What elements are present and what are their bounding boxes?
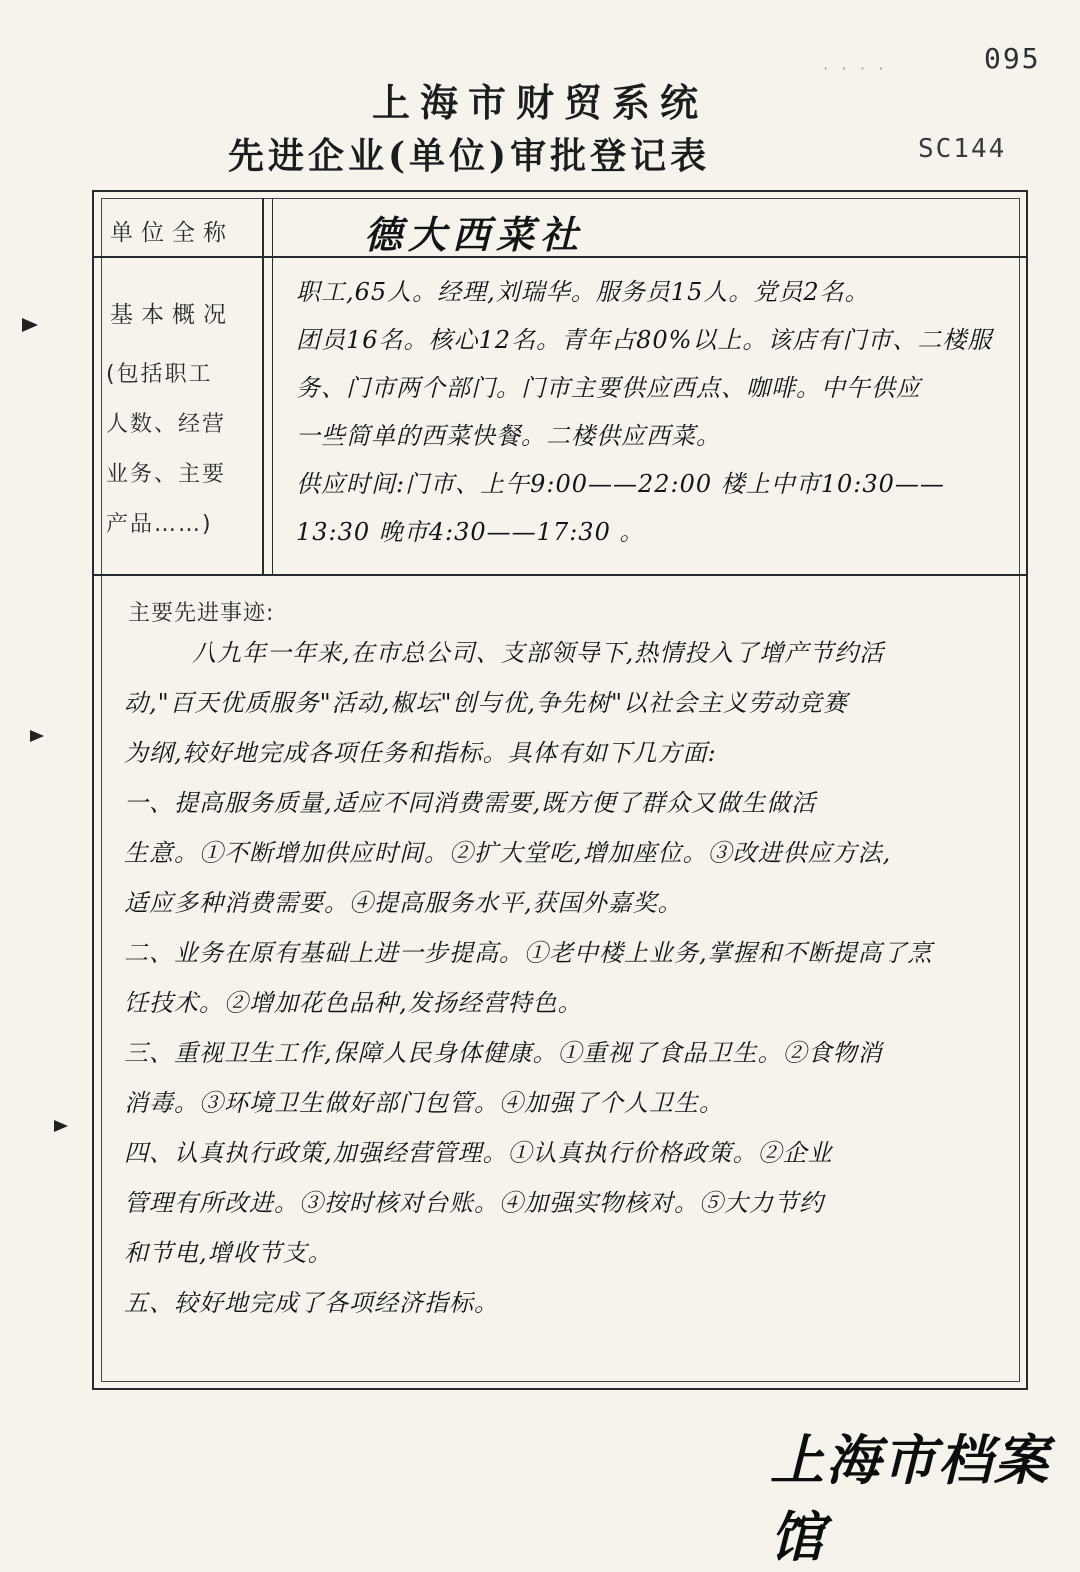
binding-mark-icon [30, 730, 44, 742]
binding-mark-icon [54, 1120, 68, 1132]
basic-info-label: 基本概况 [110, 302, 234, 328]
sublabel-line: 业务、主要 [106, 462, 227, 487]
archive-logo: 上海市档案馆 [770, 1428, 1050, 1569]
basic-info-text [296, 268, 1012, 556]
main-achievements-text [124, 628, 1014, 1328]
page-number: 095 [984, 42, 1041, 75]
basic-line: 务、门市两个部门。门市主要供应西点、咖啡。中午供应 [296, 374, 921, 402]
row-divider-2 [92, 574, 1028, 576]
main-line: 为纲,较好地完成各项任务和指标。具体有如下几方面: [124, 739, 717, 767]
basic-line: 13:30 晚市4:30——17:30 。 [296, 518, 645, 546]
main-achievements-label: 主要先进事迹: [128, 601, 275, 626]
main-line: 生意。①不断增加供应时间。②扩大堂吃,增加座位。③改进供应方法, [124, 839, 892, 867]
main-line: 八九年一年来,在市总公司、支部领导下,热情投入了增产节约活 [192, 639, 885, 667]
main-line: 五、较好地完成了各项经济指标。 [124, 1289, 499, 1317]
main-line: 二、业务在原有基础上进一步提高。①老中楼上业务,掌握和不断提高了烹 [124, 939, 933, 967]
document-code: SC144 [918, 134, 1007, 164]
stamp-mark: · · · · [822, 62, 887, 76]
title-line-1: 上海市财贸系统 [371, 80, 708, 125]
main-line: 消毒。③环境卫生做好部门包管。④加强了个人卫生。 [124, 1089, 724, 1117]
unit-name-value: 德大西菜社 [364, 212, 585, 257]
column-divider-1 [262, 198, 264, 574]
main-line: 动,"百天优质服务"活动,椒坛"创与优,争先树"以社会主义劳动竞赛 [124, 689, 849, 717]
main-line: 管理有所改进。③按时核对台账。④加强实物核对。⑤大力节约 [124, 1189, 824, 1217]
sublabel-line: (包括职工 [106, 362, 213, 387]
basic-line: 一些简单的西菜快餐。二楼供应西菜。 [296, 422, 721, 450]
title-line-2: 先进企业(单位)审批登记表 [228, 135, 711, 177]
main-line: 四、认真执行政策,加强经营管理。①认真执行价格政策。②企业 [124, 1139, 833, 1167]
main-line: 三、重视卫生工作,保障人民身体健康。①重视了食品卫生。②食物消 [124, 1039, 883, 1067]
basic-line: 团员16名。核心12名。青年占80%以上。该店有门市、二楼服 [296, 326, 993, 354]
sublabel-line: 人数、经营 [106, 412, 227, 437]
basic-line: 职工,65人。经理,刘瑞华。服务员15人。党员2名。 [296, 278, 870, 306]
main-line: 适应多种消费需要。④提高服务水平,获国外嘉奖。 [124, 889, 683, 917]
basic-line: 供应时间:门市、上午9:00——22:00 楼上中市10:30—— [296, 470, 945, 498]
binding-mark-icon [22, 318, 38, 332]
main-line: 一、提高服务质量,适应不同消费需要,既方便了群众又做生做活 [124, 789, 817, 817]
column-divider-2 [272, 198, 273, 574]
main-line: 和节电,增收节支。 [124, 1239, 333, 1267]
basic-info-sublabel [106, 350, 258, 550]
main-line: 饪技术。②增加花色品种,发扬经营特色。 [124, 989, 583, 1017]
unit-name-label: 单位全称 [110, 220, 234, 246]
sublabel-line: 产品……) [106, 512, 213, 537]
